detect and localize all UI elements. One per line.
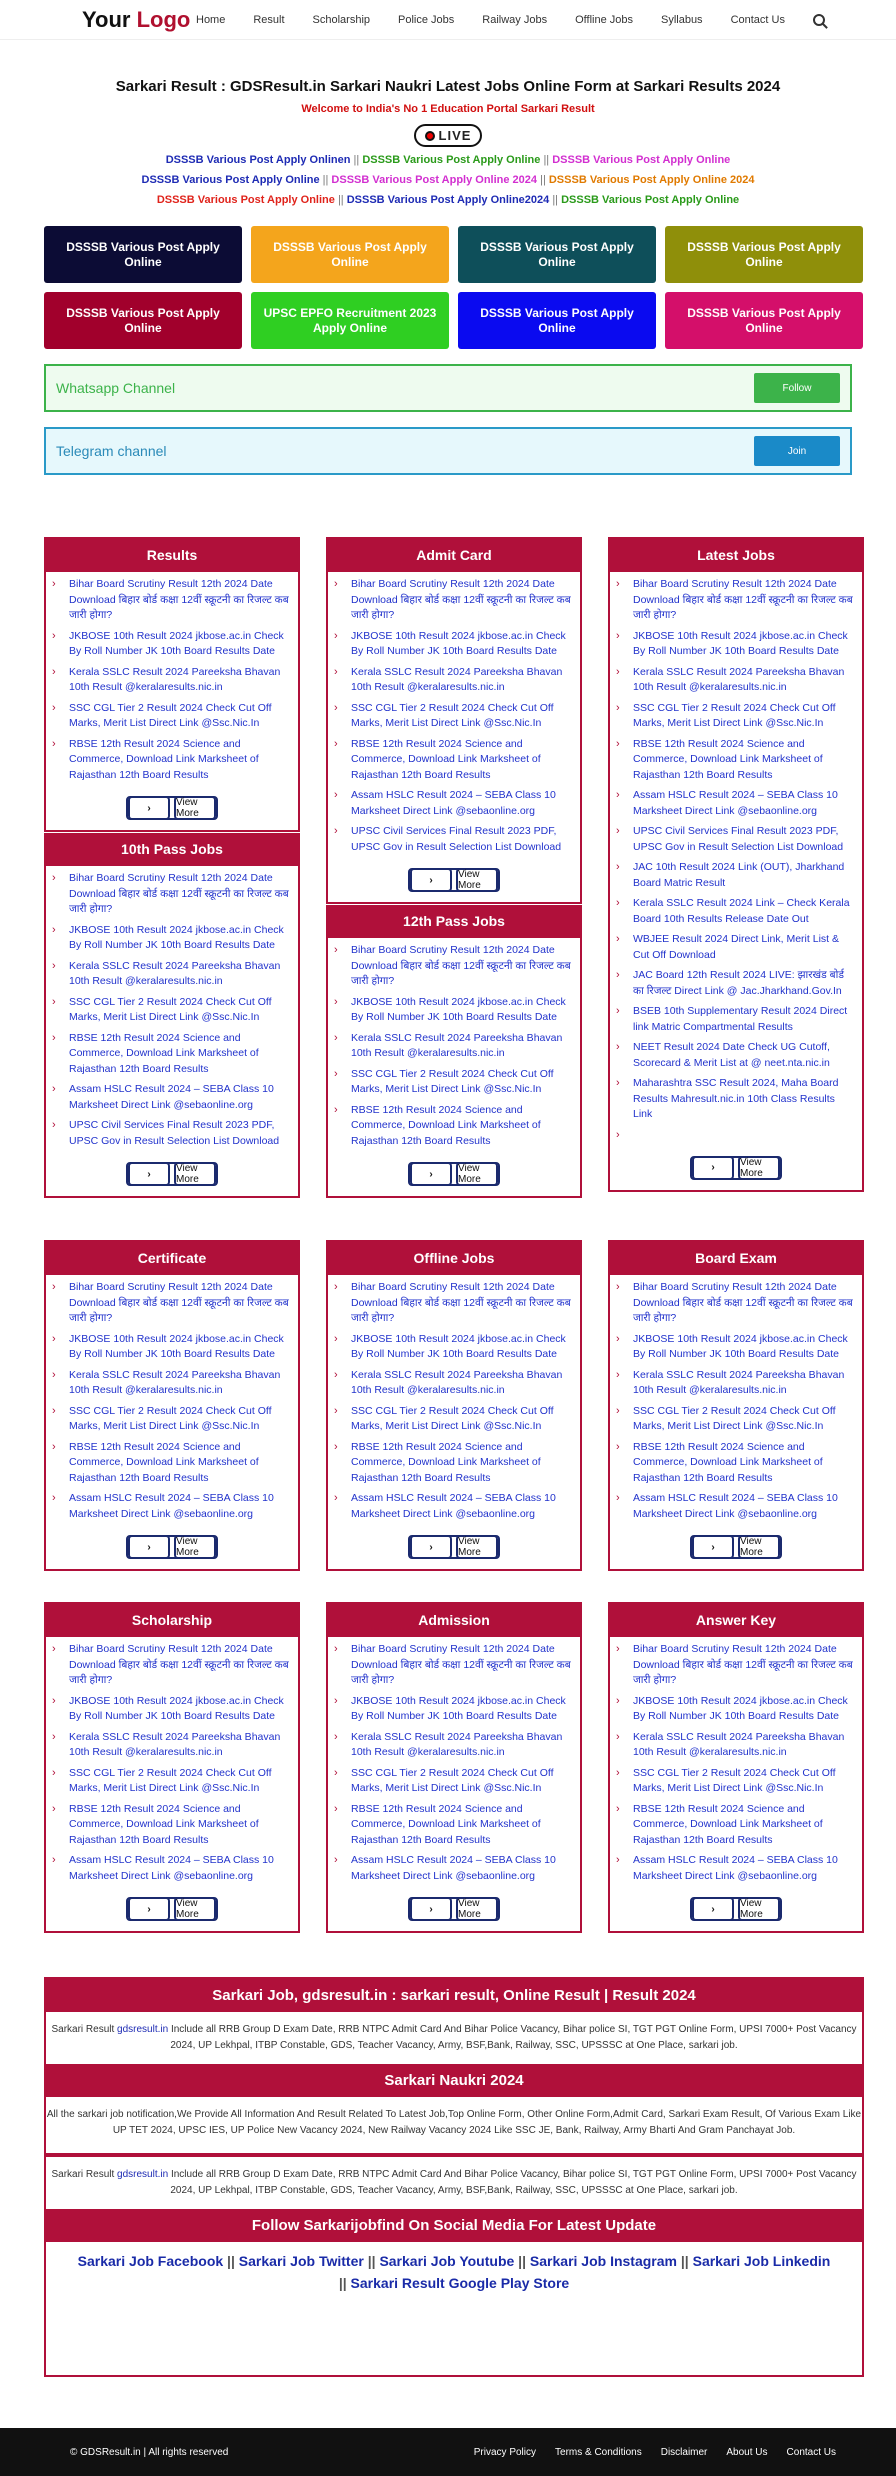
main-nav: [196, 14, 813, 26]
chevron-right-icon: ›: [52, 1854, 56, 1866]
apply-button[interactable]: DSSSB Various Post Apply Online: [44, 226, 242, 283]
list-item[interactable]: › Assam HSLC Result 2024 – SEBA Class 10 Marksheet Direct Link @sebaonline.org: [334, 1853, 574, 1884]
list-item[interactable]: › Assam HSLC Result 2024 – SEBA Class 10 Marksheet Direct Link @sebaonline.org: [616, 788, 856, 819]
social-link[interactable]: Sarkari Job Twitter: [238, 2253, 364, 2269]
chevron-right-icon: ›: [616, 1128, 620, 1141]
list-item[interactable]: › Kerala SSLC Result 2024 Pareeksha Bhavan 10th Result @keralaresults.nic.in: [616, 1730, 856, 1761]
list-item[interactable]: › Kerala SSLC Result 2024 Pareeksha Bhavan 10th Result @keralaresults.nic.in: [334, 665, 574, 696]
view-more-wrap: [610, 1531, 862, 1569]
chevron-right-icon: ›: [616, 737, 620, 750]
chevron-right-icon: ›: [616, 578, 620, 590]
chevron-right-icon: ›: [616, 1077, 620, 1089]
footer-link[interactable]: About Us: [726, 2446, 768, 2458]
list-item[interactable]: › RBSE 12th Result 2024 Science and Commerce, Download Link Marksheet of Rajasthan 12th Board Results: [52, 737, 292, 784]
list-item[interactable]: › Bihar Board Scrutiny Result 12th 2024 Date Download बिहार बोर्ड कक्षा 12वीं स्क्रूटनी का रिजल्ट कब जारी होगा?: [52, 871, 292, 918]
list-item[interactable]: › JKBOSE 10th Result 2024 jkbose.ac.in Check By Roll Number JK 10th Board Results Date: [616, 629, 856, 660]
chevron-right-icon: ›: [616, 1041, 620, 1053]
chevron-right-icon: ›: [410, 1897, 452, 1921]
list-item[interactable]: › Kerala SSLC Result 2024 Pareeksha Bhavan 10th Result @keralaresults.nic.in: [334, 1730, 574, 1761]
chevron-right-icon: ›: [410, 868, 452, 892]
list-item[interactable]: › Bihar Board Scrutiny Result 12th 2024 Date Download बिहार बोर्ड कक्षा 12वीं स्क्रूटनी का रिजल्ट कब जारी होगा?: [334, 943, 574, 990]
section-offline-jobs: [326, 1240, 582, 1571]
view-more-wrap: [46, 1531, 298, 1569]
live-badge: LIVE: [414, 124, 483, 147]
list-item[interactable]: › Assam HSLC Result 2024 – SEBA Class 10 Marksheet Direct Link @sebaonline.org: [52, 1853, 292, 1884]
section-scholarship: [44, 1602, 300, 1933]
chevron-right-icon: ›: [52, 629, 56, 642]
chevron-right-icon: ›: [616, 1694, 620, 1707]
quick-link[interactable]: DSSSB Various Post Apply Onlinen: [165, 154, 351, 166]
chevron-right-icon: ›: [128, 1535, 170, 1559]
section-heading: 10th Pass Jobs: [46, 833, 298, 866]
chevron-right-icon: ›: [616, 1766, 620, 1779]
quick-link[interactable]: DSSSB Various Post Apply Online 2024: [331, 174, 538, 186]
list-item[interactable]: › SSC CGL Tier 2 Result 2024 Check Cut Off Marks, Merit List Direct Link @Ssc.Nic.In: [52, 701, 292, 732]
section-items: [46, 1637, 298, 1893]
list-item[interactable]: › Bihar Board Scrutiny Result 12th 2024 Date Download बिहार बोर्ड कक्षा 12वीं स्क्रूटनी का रिजल्ट कब जारी होगा?: [52, 577, 292, 624]
chevron-right-icon: ›: [52, 1368, 56, 1381]
chevron-right-icon: ›: [334, 1730, 338, 1743]
list-item[interactable]: › JKBOSE 10th Result 2024 jkbose.ac.in Check By Roll Number JK 10th Board Results Date: [52, 1332, 292, 1363]
social-link[interactable]: Sarkari Job Instagram: [529, 2253, 677, 2269]
list-item[interactable]: › Bihar Board Scrutiny Result 12th 2024 Date Download बिहार बोर्ड कक्षा 12वीं स्क्रूटनी का रिजल्ट कब जारी होगा?: [616, 1280, 856, 1327]
list-item[interactable]: › SSC CGL Tier 2 Result 2024 Check Cut Off Marks, Merit List Direct Link @Ssc.Nic.In: [52, 995, 292, 1026]
chevron-right-icon: ›: [128, 1897, 170, 1921]
quick-link[interactable]: DSSSB Various Post Apply Online: [362, 154, 541, 166]
footer-link[interactable]: Disclaimer: [660, 2446, 708, 2458]
section-items: [46, 866, 298, 1158]
about-paragraph: Sarkari Result gdsresult.in Include all RRB Group D Exam Date, RRB NTPC Admit Card And Bihar Police Vacancy, Bihar police SI, TGT PGT Online Form, UPSI 7000+ Post Vacancy 2024, UP Lekhpal, ITBP Constable, GDS, Teacher Vacancy, Army, BSF,Bank, Railway, SSC, UPSSSC at One Place, sarkari job.: [51, 2024, 857, 2051]
chevron-right-icon: ›: [52, 872, 56, 884]
chevron-right-icon: ›: [334, 578, 338, 590]
chevron-right-icon: ›: [52, 737, 56, 750]
copyright: © GDSResult.in | All rights reserved: [70, 2446, 229, 2458]
section-items: [610, 1637, 862, 1893]
list-item[interactable]: › WBJEE Result 2024 Direct Link, Merit List & Cut Off Download: [616, 932, 856, 963]
footer-link[interactable]: Terms & Conditions: [555, 2446, 642, 2458]
nav-item-result[interactable]: Result: [253, 13, 285, 26]
section-heading: Board Exam: [610, 1242, 862, 1275]
list-item[interactable]: › JKBOSE 10th Result 2024 jkbose.ac.in Check By Roll Number JK 10th Board Results Date: [52, 629, 292, 660]
section-heading: Answer Key: [610, 1604, 862, 1637]
list-item[interactable]: › Assam HSLC Result 2024 – SEBA Class 10 Marksheet Direct Link @sebaonline.org: [52, 1082, 292, 1113]
section-board-exam: [608, 1240, 864, 1571]
list-item[interactable]: › Kerala SSLC Result 2024 Pareeksha Bhavan 10th Result @keralaresults.nic.in: [616, 665, 856, 696]
view-more-wrap: [46, 1893, 298, 1931]
chevron-right-icon: ›: [52, 1643, 56, 1655]
section-items: [46, 1275, 298, 1531]
list-item[interactable]: › RBSE 12th Result 2024 Science and Commerce, Download Link Marksheet of Rajasthan 12th Board Results: [52, 1440, 292, 1487]
chevron-right-icon: ›: [616, 1854, 620, 1866]
apply-button[interactable]: DSSSB Various Post Apply Online: [44, 292, 242, 349]
chevron-right-icon: ›: [616, 1492, 620, 1504]
chevron-right-icon: ›: [334, 1332, 338, 1345]
footer: [0, 2428, 896, 2476]
link-row: DSSSB Various Post Apply Online || DSSSB Various Post Apply Online 2024 || DSSSB Various Post Apply Online 2024: [141, 174, 755, 186]
naukri-heading: Sarkari Naukri 2024: [46, 2064, 862, 2097]
list-item[interactable]: › RBSE 12th Result 2024 Science and Commerce, Download Link Marksheet of Rajasthan 12th Board Results: [334, 737, 574, 784]
list-item[interactable]: › Bihar Board Scrutiny Result 12th 2024 Date Download बिहार बोर्ड कक्षा 12वीं स्क्रूटनी का रिजल्ट कब जारी होगा?: [52, 1642, 292, 1689]
section-heading: Latest Jobs: [610, 539, 862, 572]
chevron-right-icon: ›: [616, 1730, 620, 1743]
chevron-right-icon: ›: [334, 629, 338, 642]
chevron-right-icon: ›: [52, 1802, 56, 1815]
list-item[interactable]: › SSC CGL Tier 2 Result 2024 Check Cut Off Marks, Merit List Direct Link @Ssc.Nic.In: [334, 1067, 574, 1098]
view-more-wrap: [610, 1152, 862, 1190]
list-item[interactable]: › JKBOSE 10th Result 2024 jkbose.ac.in Check By Roll Number JK 10th Board Results Date: [616, 1332, 856, 1363]
list-item[interactable]: › JKBOSE 10th Result 2024 jkbose.ac.in Check By Roll Number JK 10th Board Results Date: [334, 1332, 574, 1363]
chevron-right-icon: ›: [334, 665, 338, 678]
channel-label: Telegram channel: [56, 443, 167, 459]
nav-item-offline-jobs[interactable]: Offline Jobs: [575, 13, 633, 26]
view-more-button[interactable]: › View More: [126, 796, 218, 820]
chevron-right-icon: ›: [616, 1368, 620, 1381]
list-item[interactable]: › RBSE 12th Result 2024 Science and Commerce, Download Link Marksheet of Rajasthan 12th Board Results: [334, 1802, 574, 1849]
page-title: Sarkari Result : GDSResult.in Sarkari Naukri Latest Jobs Online Form at Sarkari Results 2024: [115, 78, 781, 95]
quick-link[interactable]: DSSSB Various Post Apply Online 2024: [548, 174, 755, 186]
section-heading: Admit Card: [328, 539, 580, 572]
quick-links: [0, 150, 896, 210]
nav-item-railway-jobs[interactable]: Railway Jobs: [482, 13, 548, 26]
list-item[interactable]: › Bihar Board Scrutiny Result 12th 2024 Date Download बिहार बोर्ड कक्षा 12वीं स्क्रूटनी का रिजल्ट कब जारी होगा?: [616, 577, 856, 624]
chevron-right-icon: ›: [616, 969, 620, 981]
link-row: DSSSB Various Post Apply Onlinen || DSSSB Various Post Apply Online || DSSSB Various Post Apply Online: [165, 154, 731, 166]
view-more-button[interactable]: › View More: [126, 1162, 218, 1186]
list-item[interactable]: › Bihar Board Scrutiny Result 12th 2024 Date Download बिहार बोर्ड कक्षा 12वीं स्क्रूटनी का रिजल्ट कब जारी होगा?: [52, 1280, 292, 1327]
social-link[interactable]: Sarkari Job Linkedin: [692, 2253, 831, 2269]
list-item[interactable]: › SSC CGL Tier 2 Result 2024 Check Cut Off Marks, Merit List Direct Link @Ssc.Nic.In: [616, 701, 856, 732]
chevron-right-icon: ›: [616, 1643, 620, 1655]
footer-link[interactable]: Contact Us: [786, 2446, 836, 2458]
quick-link[interactable]: DSSSB Various Post Apply Online: [141, 174, 320, 186]
nav-item-police-jobs[interactable]: Police Jobs: [398, 13, 455, 26]
chevron-right-icon: ›: [692, 1535, 734, 1559]
section-certificate: [44, 1240, 300, 1571]
list-item[interactable]: › UPSC Civil Services Final Result 2023 PDF, UPSC Gov in Result Selection List Download: [52, 1118, 292, 1149]
chevron-right-icon: ›: [616, 1440, 620, 1453]
site-header: [0, 0, 896, 40]
site-link[interactable]: gdsresult.in: [117, 2024, 169, 2035]
list-item[interactable]: › JAC Board 12th Result 2024 LIVE: झारखंड बोर्ड का रिजल्ट Direct Link @ Jac.Jharkhand.Gov.In: [616, 968, 856, 999]
about-section: [44, 1977, 864, 2377]
view-more-wrap: [328, 1531, 580, 1569]
chevron-right-icon: ›: [334, 1854, 338, 1866]
view-more-wrap: [328, 864, 580, 902]
view-more-button[interactable]: › View More: [408, 1535, 500, 1559]
chevron-right-icon: ›: [616, 825, 620, 837]
join-button[interactable]: Join: [754, 436, 840, 466]
list-item[interactable]: › Assam HSLC Result 2024 – SEBA Class 10 Marksheet Direct Link @sebaonline.org: [334, 1491, 574, 1522]
chevron-right-icon: ›: [52, 995, 56, 1008]
list-item[interactable]: › JKBOSE 10th Result 2024 jkbose.ac.in Check By Roll Number JK 10th Board Results Date: [616, 1694, 856, 1725]
channel-box: [44, 427, 852, 475]
chevron-right-icon: ›: [616, 1332, 620, 1345]
apply-button[interactable]: DSSSB Various Post Apply Online: [251, 226, 449, 283]
quick-link[interactable]: DSSSB Various Post Apply Online: [561, 194, 740, 206]
chevron-right-icon: ›: [52, 1031, 56, 1044]
list-item[interactable]: › SSC CGL Tier 2 Result 2024 Check Cut Off Marks, Merit List Direct Link @Ssc.Nic.In: [616, 1404, 856, 1435]
chevron-right-icon: ›: [334, 1031, 338, 1044]
chevron-right-icon: ›: [52, 1332, 56, 1345]
list-item[interactable]: › Maharashtra SSC Result 2024, Maha Board Results Mahresult.nic.in 10th Class Results Link: [616, 1076, 856, 1123]
quick-link[interactable]: DSSSB Various Post Apply Online2024: [346, 194, 550, 206]
button-grid: [0, 226, 896, 349]
apply-button[interactable]: DSSSB Various Post Apply Online: [665, 226, 863, 283]
quick-link[interactable]: DSSSB Various Post Apply Online: [156, 194, 335, 206]
list-item[interactable]: › Kerala SSLC Result 2024 Pareeksha Bhavan 10th Result @keralaresults.nic.in: [52, 1730, 292, 1761]
list-item[interactable]: › Kerala SSLC Result 2024 Pareeksha Bhavan 10th Result @keralaresults.nic.in: [334, 1368, 574, 1399]
list-item[interactable]: › Assam HSLC Result 2024 – SEBA Class 10 Marksheet Direct Link @sebaonline.org: [52, 1491, 292, 1522]
quick-link[interactable]: DSSSB Various Post Apply Online: [552, 154, 731, 166]
channel-label: Whatsapp Channel: [56, 380, 176, 396]
section-results: [44, 537, 300, 832]
chevron-right-icon: ›: [616, 1281, 620, 1293]
list-item[interactable]: › Bihar Board Scrutiny Result 12th 2024 Date Download बिहार बोर्ड कक्षा 12वीं स्क्रूटनी का रिजल्ट कब जारी होगा?: [334, 1280, 574, 1327]
list-item[interactable]: › JKBOSE 10th Result 2024 jkbose.ac.in Check By Roll Number JK 10th Board Results Date: [334, 629, 574, 660]
view-more-button[interactable]: › View More: [126, 1535, 218, 1559]
social-link[interactable]: Sarkari Result Google Play Store: [350, 2275, 570, 2291]
section-heading: Results: [46, 539, 298, 572]
list-item[interactable]: › BSEB 10th Supplementary Result 2024 Direct link Matric Compartmental Results: [616, 1004, 856, 1035]
nav-item-scholarship[interactable]: Scholarship: [312, 13, 371, 26]
footer-link[interactable]: Privacy Policy: [473, 2446, 537, 2458]
chevron-right-icon: ›: [334, 1368, 338, 1381]
chevron-right-icon: ›: [334, 1802, 338, 1815]
section-heading: Offline Jobs: [328, 1242, 580, 1275]
list-item[interactable]: › RBSE 12th Result 2024 Science and Commerce, Download Link Marksheet of Rajasthan 12th Board Results: [334, 1103, 574, 1150]
social-link[interactable]: Sarkari Job Facebook: [77, 2253, 224, 2269]
chevron-right-icon: ›: [616, 933, 620, 945]
chevron-right-icon: ›: [616, 1802, 620, 1815]
list-item[interactable]: › SSC CGL Tier 2 Result 2024 Check Cut Off Marks, Merit List Direct Link @Ssc.Nic.In: [616, 1766, 856, 1797]
list-item[interactable]: › SSC CGL Tier 2 Result 2024 Check Cut Off Marks, Merit List Direct Link @Ssc.Nic.In: [52, 1766, 292, 1797]
chevron-right-icon: ›: [334, 1281, 338, 1293]
list-item[interactable]: › RBSE 12th Result 2024 Science and Commerce, Download Link Marksheet of Rajasthan 12th Board Results: [616, 1802, 856, 1849]
list-item[interactable]: › RBSE 12th Result 2024 Science and Commerce, Download Link Marksheet of Rajasthan 12th Board Results: [52, 1031, 292, 1078]
section-items: [610, 572, 862, 1152]
apply-button[interactable]: UPSC EPFO Recruitment 2023 Apply Online: [251, 292, 449, 349]
list-item[interactable]: › RBSE 12th Result 2024 Science and Commerce, Download Link Marksheet of Rajasthan 12th Board Results: [52, 1802, 292, 1849]
section-10th-pass-jobs: [44, 833, 300, 1198]
section-items: [328, 938, 580, 1158]
chevron-right-icon: ›: [692, 1156, 734, 1180]
chevron-right-icon: ›: [52, 923, 56, 936]
chevron-right-icon: ›: [52, 578, 56, 590]
chevron-right-icon: ›: [616, 1005, 620, 1017]
live-dot-icon: [425, 131, 435, 141]
follow-button[interactable]: Follow: [754, 373, 840, 403]
chevron-right-icon: ›: [334, 995, 338, 1008]
chevron-right-icon: ›: [616, 897, 620, 909]
chevron-right-icon: ›: [52, 1119, 56, 1131]
chevron-right-icon: ›: [692, 1897, 734, 1921]
social-link[interactable]: Sarkari Job Youtube: [379, 2253, 515, 2269]
section-items: [610, 1275, 862, 1531]
list-item[interactable]: › Kerala SSLC Result 2024 Pareeksha Bhavan 10th Result @keralaresults.nic.in: [52, 1368, 292, 1399]
chevron-right-icon: ›: [334, 1766, 338, 1779]
chevron-right-icon: ›: [334, 789, 338, 801]
chevron-right-icon: ›: [334, 1694, 338, 1707]
list-item[interactable]: › Assam HSLC Result 2024 – SEBA Class 10 Marksheet Direct Link @sebaonline.org: [616, 1491, 856, 1522]
list-item[interactable]: › Bihar Board Scrutiny Result 12th 2024 Date Download बिहार बोर्ड कक्षा 12वीं स्क्रूटनी का रिजल्ट कब जारी होगा?: [334, 577, 574, 624]
chevron-right-icon: ›: [52, 1766, 56, 1779]
view-more-button[interactable]: › View More: [126, 1897, 218, 1921]
naukri-paragraph: All the sarkari job notification,We Provide All Information And Result Related To Latest Job,Top Online Form, Other Online Form,Admit Card, Sarkari Exam Result, Of Various Exam Like UP TET 2024, UPSC IES, UP Police New Vacancy 2024, New Railway Vacancy 2024 Like SSC JE, Bank, Railway, Army Bharti And Gram Panchayat Job.: [46, 2109, 862, 2136]
section-items: [328, 1275, 580, 1531]
chevron-right-icon: ›: [334, 1067, 338, 1080]
chevron-right-icon: ›: [52, 1440, 56, 1453]
list-item[interactable]: › JKBOSE 10th Result 2024 jkbose.ac.in Check By Roll Number JK 10th Board Results Date: [334, 995, 574, 1026]
view-more-wrap: [46, 1158, 298, 1196]
nav-item-contact-us[interactable]: Contact Us: [730, 13, 785, 26]
list-item[interactable]: › JKBOSE 10th Result 2024 jkbose.ac.in Check By Roll Number JK 10th Board Results Date: [52, 923, 292, 954]
chevron-right-icon: ›: [334, 1103, 338, 1116]
section-heading: Certificate: [46, 1242, 298, 1275]
view-more-wrap: [610, 1893, 862, 1931]
section-admit-card: [326, 537, 582, 904]
apply-button[interactable]: DSSSB Various Post Apply Online: [458, 226, 656, 283]
chevron-right-icon: ›: [52, 1730, 56, 1743]
section-items: [328, 1637, 580, 1893]
section-items: [328, 572, 580, 864]
chevron-right-icon: ›: [52, 1492, 56, 1504]
view-more-wrap: [46, 792, 298, 830]
chevron-right-icon: ›: [52, 701, 56, 714]
chevron-right-icon: ›: [52, 1281, 56, 1293]
list-item[interactable]: › UPSC Civil Services Final Result 2023 PDF, UPSC Gov in Result Selection List Download: [334, 824, 574, 855]
view-more-button[interactable]: › View More: [690, 1156, 782, 1180]
site-link[interactable]: gdsresult.in: [117, 2169, 169, 2180]
chevron-right-icon: ›: [52, 959, 56, 972]
chevron-right-icon: ›: [334, 1492, 338, 1504]
chevron-right-icon: ›: [616, 629, 620, 642]
chevron-right-icon: ›: [616, 861, 620, 873]
chevron-right-icon: ›: [616, 665, 620, 678]
view-more-button[interactable]: › View More: [408, 1897, 500, 1921]
chevron-right-icon: ›: [128, 1162, 170, 1186]
view-more-wrap: [328, 1158, 580, 1196]
nav-item-home[interactable]: Home: [196, 13, 226, 26]
list-item[interactable]: › NEET Result 2024 Date Check UG Cutoff, Scorecard & Merit List at @ neet.nta.nic.in: [616, 1040, 856, 1071]
section-latest-jobs: [608, 537, 864, 1192]
view-more-wrap: [328, 1893, 580, 1931]
list-item[interactable]: › SSC CGL Tier 2 Result 2024 Check Cut Off Marks, Merit List Direct Link @Ssc.Nic.In: [52, 1404, 292, 1435]
link-row: DSSSB Various Post Apply Online || DSSSB Various Post Apply Online2024 || DSSSB Various Post Apply Online: [156, 194, 740, 206]
chevron-right-icon: ›: [334, 737, 338, 750]
chevron-right-icon: ›: [334, 1440, 338, 1453]
list-item[interactable]: › Kerala SSLC Result 2024 Pareeksha Bhavan 10th Result @keralaresults.nic.in: [52, 665, 292, 696]
chevron-right-icon: ›: [616, 701, 620, 714]
chevron-right-icon: ›: [410, 1162, 452, 1186]
chevron-right-icon: ›: [334, 701, 338, 714]
list-item[interactable]: › Kerala SSLC Result 2024 Pareeksha Bhavan 10th Result @keralaresults.nic.in: [52, 959, 292, 990]
view-more-button[interactable]: › View More: [408, 1162, 500, 1186]
list-item[interactable]: › JAC 10th Result 2024 Link (OUT), Jharkhand Board Matric Result: [616, 860, 856, 891]
chevron-right-icon: ›: [616, 789, 620, 801]
list-item[interactable]: › SSC CGL Tier 2 Result 2024 Check Cut Off Marks, Merit List Direct Link @Ssc.Nic.In: [334, 1404, 574, 1435]
list-item[interactable]: › JKBOSE 10th Result 2024 jkbose.ac.in Check By Roll Number JK 10th Board Results Date: [334, 1694, 574, 1725]
list-item[interactable]: › RBSE 12th Result 2024 Science and Commerce, Download Link Marksheet of Rajasthan 12th Board Results: [616, 1440, 856, 1487]
list-item[interactable]: › Bihar Board Scrutiny Result 12th 2024 Date Download बिहार बोर्ड कक्षा 12वीं स्क्रूटनी का रिजल्ट कब जारी होगा?: [616, 1642, 856, 1689]
chevron-right-icon: ›: [334, 1643, 338, 1655]
section-answer-key: [608, 1602, 864, 1933]
list-item[interactable]: › SSC CGL Tier 2 Result 2024 Check Cut Off Marks, Merit List Direct Link @Ssc.Nic.In: [334, 1766, 574, 1797]
site-logo[interactable]: Your Logo: [82, 6, 191, 32]
chevron-right-icon: ›: [410, 1535, 452, 1559]
view-more-button[interactable]: › View More: [690, 1535, 782, 1559]
list-item[interactable]: › RBSE 12th Result 2024 Science and Commerce, Download Link Marksheet of Rajasthan 12th Board Results: [616, 737, 856, 784]
section-heading: Admission: [328, 1604, 580, 1637]
list-item[interactable]: › Bihar Board Scrutiny Result 12th 2024 Date Download बिहार बोर्ड कक्षा 12वीं स्क्रूटनी का रिजल्ट कब जारी होगा?: [334, 1642, 574, 1689]
section-12th-pass-jobs: [326, 905, 582, 1198]
section-items: [46, 572, 298, 792]
chevron-right-icon: ›: [52, 1694, 56, 1707]
chevron-right-icon: ›: [52, 665, 56, 678]
about-paragraph-2: Sarkari Result gdsresult.in Include all RRB Group D Exam Date, RRB NTPC Admit Card And Bihar Police Vacancy, Bihar police SI, TGT PGT Online Form, UPSI 7000+ Post Vacancy 2024, UP Lekhpal, ITBP Constable, GDS, Teacher Vacancy, Army, BSF,Bank, Railway, SSC, UPSSSC at One Place, sarkari job.: [51, 2169, 857, 2196]
nav-item-syllabus[interactable]: Syllabus: [660, 13, 703, 26]
apply-button[interactable]: DSSSB Various Post Apply Online: [665, 292, 863, 349]
list-item[interactable]: [616, 1128, 856, 1143]
list-item[interactable]: › UPSC Civil Services Final Result 2023 PDF, UPSC Gov in Result Selection List Download: [616, 824, 856, 855]
chevron-right-icon: ›: [334, 944, 338, 956]
section-heading: 12th Pass Jobs: [328, 905, 580, 938]
section-admission: [326, 1602, 582, 1933]
list-item[interactable]: › RBSE 12th Result 2024 Science and Commerce, Download Link Marksheet of Rajasthan 12th Board Results: [334, 1440, 574, 1487]
section-heading: Scholarship: [46, 1604, 298, 1637]
chevron-right-icon: ›: [616, 1404, 620, 1417]
welcome-text: Welcome to India's No 1 Education Portal Sarkari Result: [301, 103, 595, 115]
list-item[interactable]: › Kerala SSLC Result 2024 Pareeksha Bhavan 10th Result @keralaresults.nic.in: [616, 1368, 856, 1399]
list-item[interactable]: › Assam HSLC Result 2024 – SEBA Class 10 Marksheet Direct Link @sebaonline.org: [334, 788, 574, 819]
chevron-right-icon: ›: [52, 1404, 56, 1417]
list-item[interactable]: › Kerala SSLC Result 2024 Pareeksha Bhavan 10th Result @keralaresults.nic.in: [334, 1031, 574, 1062]
list-item[interactable]: › Kerala SSLC Result 2024 Link – Check Kerala Board 10th Results Release Date Out: [616, 896, 856, 927]
list-item[interactable]: › SSC CGL Tier 2 Result 2024 Check Cut Off Marks, Merit List Direct Link @Ssc.Nic.In: [334, 701, 574, 732]
list-item[interactable]: › Assam HSLC Result 2024 – SEBA Class 10 Marksheet Direct Link @sebaonline.org: [616, 1853, 856, 1884]
chevron-right-icon: ›: [334, 825, 338, 837]
social-links: Sarkari Job Facebook || Sarkari Job Twitter || Sarkari Job Youtube || Sarkari Job Instagram || Sarkari Job Linkedin || Sarkari Result Google Play Store: [77, 2253, 831, 2291]
about-heading: Sarkari Job, gdsresult.in : sarkari result, Online Result | Result 2024: [46, 1979, 862, 2012]
chevron-right-icon: ›: [52, 1083, 56, 1095]
search-icon[interactable]: [813, 14, 825, 26]
social-heading: Follow Sarkarijobfind On Social Media For Latest Update: [46, 2209, 862, 2242]
channel-box: [44, 364, 852, 412]
apply-button[interactable]: DSSSB Various Post Apply Online: [458, 292, 656, 349]
view-more-button[interactable]: › View More: [690, 1897, 782, 1921]
view-more-button[interactable]: › View More: [408, 868, 500, 892]
chevron-right-icon: ›: [334, 1404, 338, 1417]
chevron-right-icon: ›: [128, 796, 170, 820]
list-item[interactable]: › JKBOSE 10th Result 2024 jkbose.ac.in Check By Roll Number JK 10th Board Results Date: [52, 1694, 292, 1725]
